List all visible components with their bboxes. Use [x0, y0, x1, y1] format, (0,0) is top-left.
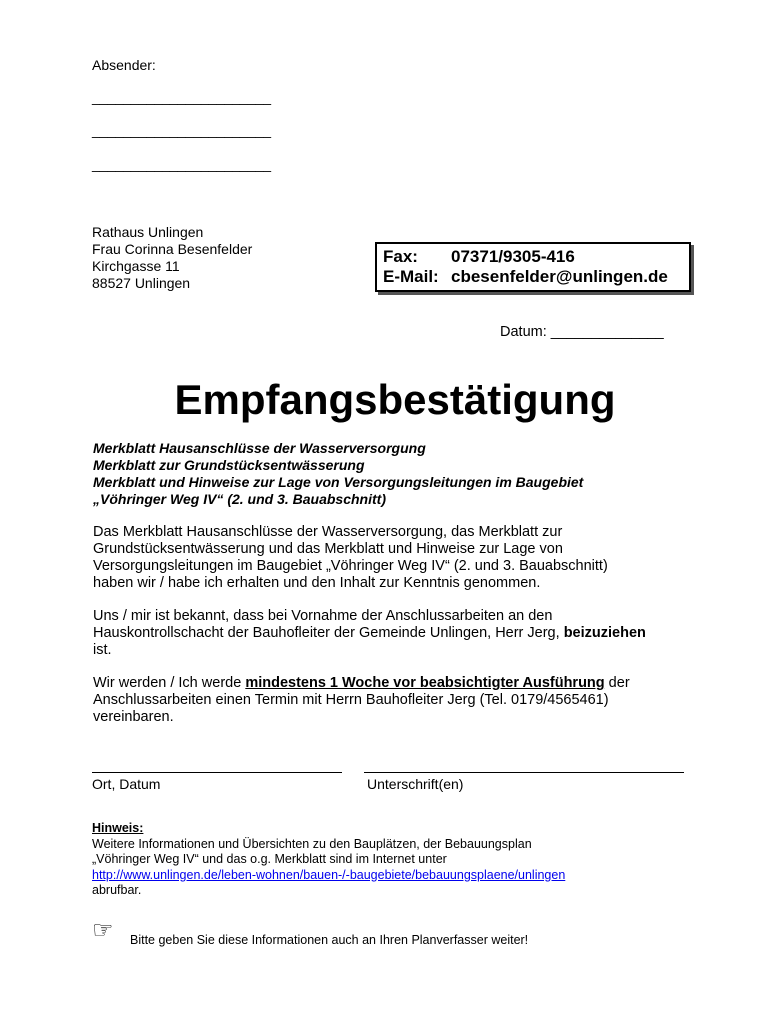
signature-line — [364, 772, 684, 773]
note-line: „Vöhringer Weg IV“ und das o.g. Merkblatt sind im Internet unter — [92, 852, 447, 866]
paragraph-line: vereinbaren. — [93, 709, 174, 725]
subject-line: Merkblatt und Hinweise zur Lage von Versorgungsleitungen im Baugebiet — [93, 474, 584, 490]
paragraph-line: Anschlussarbeiten einen Termin mit Herrn Bauhofleiter Jerg (Tel. 0179/4565461) — [93, 692, 609, 708]
paragraph-line — [93, 675, 693, 692]
info-link[interactable]: http://www.unlingen.de/leben-wohnen/bauen-/-baugebiete/bebauungsplaene/unlingen — [92, 867, 566, 882]
sender-blank-line-3: _______________________ — [92, 156, 272, 172]
note-line: abrufbar. — [92, 883, 142, 897]
place-date-line — [92, 772, 342, 773]
paragraph-line: Uns / mir ist bekannt, dass bei Vornahme der Anschlussarbeiten an den — [93, 608, 553, 624]
date-line: Datum: ______________ — [500, 324, 664, 340]
recipient-line: Rathaus Unlingen — [92, 224, 204, 240]
paragraph-line: ist. — [93, 642, 112, 658]
paragraph-appointment — [93, 675, 693, 726]
subject-line: Merkblatt zur Grundstücksentwässerung — [93, 457, 365, 473]
email-row — [383, 267, 683, 287]
document-title: Empfangsbestätigung — [174, 376, 616, 423]
signature-label: Unterschrift(en) — [367, 776, 464, 792]
note-heading: Hinweis: — [92, 821, 144, 835]
sender-blank-line-1: _______________________ — [92, 89, 272, 105]
fax-value: 07371/9305-416 — [451, 247, 575, 266]
recipient-line: 88527 Unlingen — [92, 275, 191, 291]
paragraph-text: Wir werden / Ich werde — [93, 675, 246, 691]
recipient-address — [92, 224, 252, 292]
contact-box — [375, 242, 691, 292]
footer-note: Bitte geben Sie diese Informationen auch an Ihren Planverfasser weiter! — [130, 933, 529, 947]
pointing-hand-icon: ☞ — [92, 917, 114, 944]
paragraph-line: Grundstücksentwässerung und das Merkblatt und Hinweise zur Lage von — [93, 541, 563, 557]
paragraph-text: Hauskontrollschacht der Bauhofleiter der Gemeinde Unlingen, Herr Jerg, — [93, 625, 564, 641]
paragraph-line: haben wir / habe ich erhalten und den Inhalt zur Kenntnis genommen. — [93, 575, 541, 591]
subject-line: „Vöhringer Weg IV“ (2. und 3. Bauabschnitt) — [93, 491, 386, 507]
subject-list — [93, 440, 583, 508]
sender-blank-line-2: _______________________ — [92, 122, 272, 138]
note-line: Weitere Informationen und Übersichten zu den Bauplätzen, der Bebauungsplan — [92, 836, 532, 851]
paragraph-line: Versorgungsleitungen im Baugebiet „Vöhringer Weg IV“ (2. und 3. Bauabschnitt) — [93, 558, 608, 574]
paragraph-line: Das Merkblatt Hausanschlüsse der Wasserversorgung, das Merkblatt zur — [93, 524, 563, 540]
note-block — [92, 821, 712, 899]
fax-label: Fax: — [383, 247, 418, 266]
email-label: E-Mail: — [383, 267, 439, 286]
subject-line: Merkblatt Hausanschlüsse der Wasserversorgung — [93, 440, 426, 456]
recipient-line: Frau Corinna Besenfelder — [92, 241, 253, 257]
fax-row — [383, 247, 683, 267]
email-value: cbesenfelder@unlingen.de — [451, 267, 668, 286]
paragraph-receipt — [93, 524, 693, 592]
paragraph-notice — [93, 608, 693, 659]
paragraph-text: der — [604, 675, 630, 691]
place-date-label: Ort, Datum — [92, 776, 161, 792]
recipient-line: Kirchgasse 11 — [92, 258, 180, 274]
emphasis-text: mindestens 1 Woche vor beabsichtigter Ausführung — [245, 675, 605, 691]
emphasis-text: beizuziehen — [563, 625, 646, 641]
sender-label: Absender: — [92, 57, 156, 73]
paragraph-line — [93, 625, 693, 642]
